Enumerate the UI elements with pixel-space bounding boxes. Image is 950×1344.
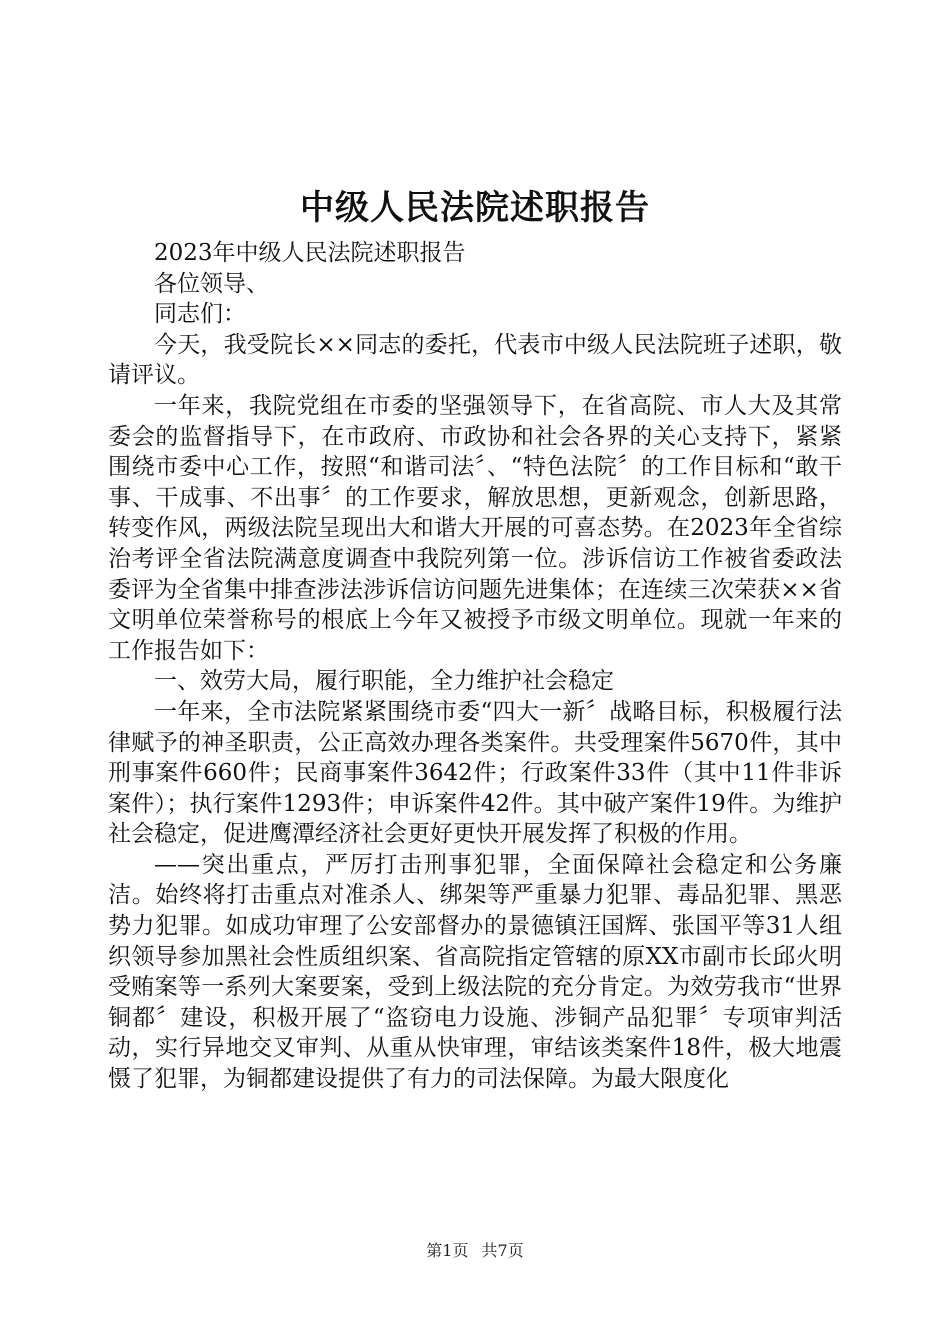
document-title: 中级人民法院述职报告 [300, 188, 650, 228]
section-heading-1: 一、效劳大局，履行职能，全力维护社会稳定 [154, 668, 614, 695]
salutation-comrades: 同志们： [154, 301, 246, 328]
document-body [108, 238, 842, 1095]
criminal-trials-paragraph: ——突出重点，严厉打击刑事犯罪，全面保障社会稳定和公务廉洁。始终将打击重点对准杀人、绑架等严重暴力犯罪、毒品犯罪、黑恶势力犯罪。如成功审理了公安部督办的景德镇汪国辉、张国平等31人组织领导参加黑社会性质组织案、省高院指定管辖的原XX市副市长邱火明受贿案等一系列大案要案，受到上级法院的充分肯定。为效劳我市“世界铜都〞建设，积极开展了“盗窃电力设施、涉铜产品犯罪〞专项审判活动，实行异地交叉审判、从重从快审理，审结该类案件18件，极大地震慑了犯罪，为铜都建设提供了有力的司法保障。为最大限度化 [108, 851, 842, 1093]
page-number: 第1页 [426, 1241, 469, 1260]
page-footer [0, 1241, 950, 1261]
report-subtitle: 2023年中级人民法院述职报告 [154, 240, 466, 266]
intro-paragraph: 今天，我受院长××同志的委托，代表市中级人民法院班子述职，敬请评议。 [108, 331, 842, 389]
salutation-leaders: 各位领导、 [154, 270, 269, 297]
caseload-paragraph: 一年来，全市法院紧紧围绕市委“四大一新〞战略目标，积极履行法律赋予的神圣职责，公正高效办理各类案件。共受理案件5670件，其中刑事案件660件；民商事案件3642件；行政案件33件（其中11件非诉案件）；执行案件1293件；申诉案件42件。其中破产案件19件。为维护社会稳定，促进鹰潭经济社会更好更快开展发挥了积极的作用。 [108, 698, 842, 848]
overview-paragraph: 一年来，我院党组在市委的坚强领导下，在省高院、市人大及其常委会的监督指导下，在市政府、市政协和社会各界的关心支持下，紧紧围绕市委中心工作，按照“和谐司法〞、“特色法院〞的工作目标和“敢干事、干成事、不出事〞的工作要求，解放思想，更新观念，创新思路，转变作风，两级法院呈现出大和谐大开展的可喜态势。在2023年全省综治考评全省法院满意度调查中我院列第一位。涉诉信访工作被省委政法委评为全省集中排查涉法涉诉信访问题先进集体；在连续三次荣获××省文明单位荣誉称号的根底上今年又被授予市级文明单位。现就一年来的工作报告如下： [108, 392, 842, 664]
page-total: 共7页 [481, 1241, 524, 1260]
